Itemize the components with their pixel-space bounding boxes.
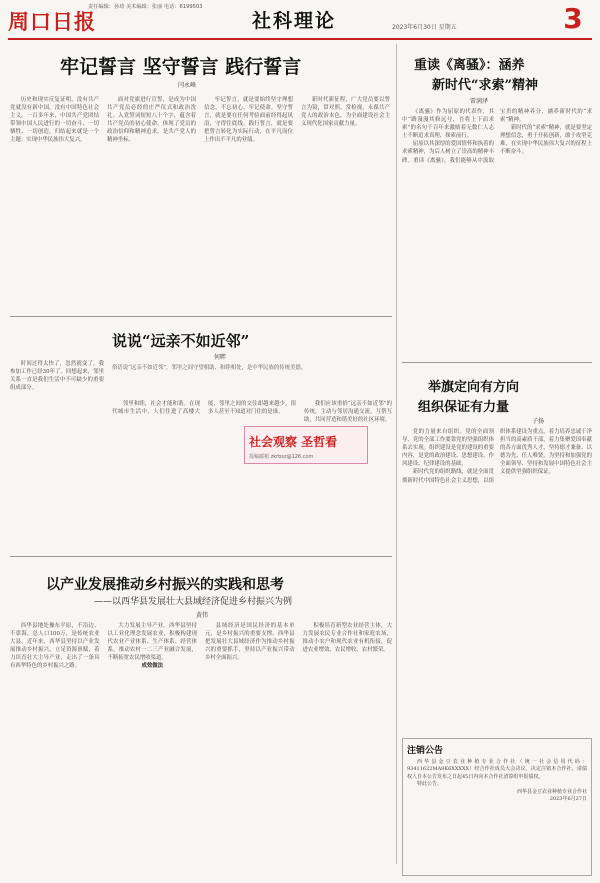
paragraph: 《离骚》作为屈原的代表作，其中“路漫漫其修远兮，吾将上下而求索”的名句千百年来激励着无数仁人志士不断追求真理、探索前行。 <box>402 109 494 140</box>
middle-quote: 俗语说“远亲不如近邻”，邻里之间守望相助、和睦相处，是中华民族的传统美德。 <box>112 365 307 371</box>
issue-date: 2023年6月30日 星期五 <box>392 24 457 31</box>
paragraph: 大力发展主导产业。西华县坚持以工业化理念发展农业，积极构建现代农业产业体系、生产体系、经营体系，推动农村一二三产业融合发展，不断拓宽农民增收渠道。 <box>107 623 197 662</box>
notice-title: 注销公告 <box>407 746 444 756</box>
paragraph: 邻里和睦，社会才能和谐。在现代城市生活中，人们住进了高楼大厦，邻里之间的交往却越来越少，很多人甚至不知道对门住的是谁。 <box>112 401 296 416</box>
right-top-body <box>402 108 592 358</box>
banner-title: 社会观察 圣哲看 <box>249 435 338 449</box>
paragraph: 新时代的“求索”精神，就是要坚定理想信念，勇于开拓创新，敢于攻坚克难，在实现中华民族伟大复兴的征程上不断奋斗。 <box>500 125 592 156</box>
right-middle-title-line1: 举旗定向有方向 <box>428 380 520 395</box>
section-divider <box>10 316 392 317</box>
social-observation-banner <box>244 426 368 464</box>
section-title: 社科理论 <box>252 10 337 32</box>
header-rule <box>8 38 592 40</box>
paragraph: 新时代新征程，广大党员要以誓言为镜，常对照、常检视，永葆共产党人的政治本色，为全面建设社会主义现代化国家贡献力量。 <box>301 97 390 128</box>
bottom-section-head: 成效做法 <box>141 663 164 670</box>
paragraph: 屈原以其深厚的爱国情怀和执着的求索精神，为后人树立了崇高的精神丰碑。重读《离骚》，我们能够从中汲取宝贵的精神养分，涵养新时代的“求索”精神。 <box>402 109 592 164</box>
paragraph: 积极培育新型农业经营主体，大力发展农民专业合作社和家庭农场，推动小农户和现代农业有机衔接，促进农业增效、农民增收、农村繁荣。 <box>302 623 392 654</box>
paragraph: 西华县地处豫东平原，不沿边、不靠海，总人口100万，是传统农业大县。近年来，西华县坚持以产业发展推动乡村振兴，立足资源禀赋，着力培育壮大主导产业，走出了一条具有西华特色的乡村振兴之路。 <box>10 623 100 670</box>
middle-author: 何畔 <box>214 354 227 361</box>
masthead <box>0 0 600 44</box>
lead-title: 牢记誓言 坚守誓言 践行誓言 <box>60 56 302 78</box>
bottom-title: 以产业发展推动乡村振兴的实践和思考 <box>46 577 284 593</box>
cancellation-notice <box>402 738 592 876</box>
editor-info: 责任编辑：孙琦 美术编辑：张丽 电话：6199503 <box>88 4 203 10</box>
paragraph: 时间过得太快了，忽然就变了，我参加工作已经30年了。回想起来，邻里关系一直是我们生活中不可缺少的重要组成部分。 <box>10 361 104 392</box>
paragraph: 县域经济是国民经济的基本单元，是乡村振兴的重要支撑。西华县把发展壮大县域经济作为推动乡村振兴的重要抓手，坚持以产业振兴带动乡村全面振兴。 <box>205 623 295 662</box>
middle-body <box>112 400 392 550</box>
section-divider <box>10 556 392 557</box>
paragraph: 牢记誓言，就是要始终坚守理想信念，不忘初心、牢记使命。坚守誓言，就是要在任何考验面前经得起风浪，守得住底线。践行誓言，就是要把誓言转化为实际行动，在平凡岗位上作出不平凡的业绩。 <box>204 97 293 144</box>
page-number: 3 <box>563 2 583 35</box>
column-divider <box>396 44 397 864</box>
newspaper-logo: 周口日报 <box>8 9 96 34</box>
paragraph: 党的力量来自组织。党的全面领导、党的全部工作要靠党的坚强组织体系去实现。组织建设是党的建设的重要内容，是党的政治建设、思想建设、作风建设、纪律建设的基础。 <box>402 429 494 468</box>
banner-email: 投稿邮箱 zkrbsz@126.com <box>249 454 314 460</box>
paragraph: 新时代党的组织路线，就是全面贯彻新时代中国特色社会主义思想，以组织体系建设为重点，着力培养忠诚干净担当的高素质干部，着力集聚爱国奉献的各方面优秀人才，坚持德才兼备、以德为先、任人唯贤，为坚持和加强党的全面领导、坚持和发展中国特色社会主义提供坚强组织保证。 <box>402 429 592 484</box>
notice-signature: 西华县金豆农业种植专业合作社 <box>516 788 587 795</box>
bottom-author: 黄伟 <box>196 612 209 619</box>
paragraph: 面对党旗进行宣誓，是成为中国共产党员必经的庄严仪式和政治洗礼。入党誓词短短八十个字，蕴含着共产党员的初心使命，体现了党员的政治信仰和精神追求，是共产党人的精神坐标。 <box>107 97 196 144</box>
notice-date: 2023年6月27日 <box>549 796 587 803</box>
paragraph: 历史和现实反复证明，没有共产党就没有新中国，没有中国特色社会主义。一百多年来，中国共产党团结带领中国人民进行的一切奋斗、一切牺牲、一切创造，归结起来就是一个主题：实现中华民族伟大复兴。 <box>10 97 99 144</box>
middle-title: 说说“远亲不如近邻” <box>112 332 250 350</box>
section-divider <box>402 362 592 363</box>
paragraph: 西华县金豆农业种植专业合作社（统一社会信用代码：93411622MA9K6XXXXX）经合作社成员大会决议，决定注销本合作社，请债权人自本公告发布之日起45日内向本合作社清算组申报债权。 <box>407 759 587 780</box>
lead-author: 闫永峰 <box>178 82 197 89</box>
right-middle-author: 子扬 <box>532 418 545 425</box>
lead-body <box>10 96 390 311</box>
right-top-author: 雷润泽 <box>470 98 489 105</box>
right-top-title-line1: 重读《离骚》：涵养 <box>414 58 525 73</box>
paragraph: 特此公告。 <box>417 781 443 788</box>
right-top-title-line2: 新时代“求索”精神 <box>432 78 538 93</box>
right-middle-body <box>402 428 592 730</box>
paragraph: 我们应该重拾“远亲不如近邻”的传统，主动与邻居沟通交流，互帮互助，共同营造和谐美好的社区环境。 <box>304 401 392 424</box>
bottom-body <box>10 622 392 876</box>
middle-body-col1 <box>10 360 104 550</box>
bottom-subtitle: ——以西华县发展壮大县域经济促进乡村振兴为例 <box>94 597 293 607</box>
notice-body <box>407 759 587 803</box>
right-middle-title-line2: 组织保证有力量 <box>418 400 510 415</box>
